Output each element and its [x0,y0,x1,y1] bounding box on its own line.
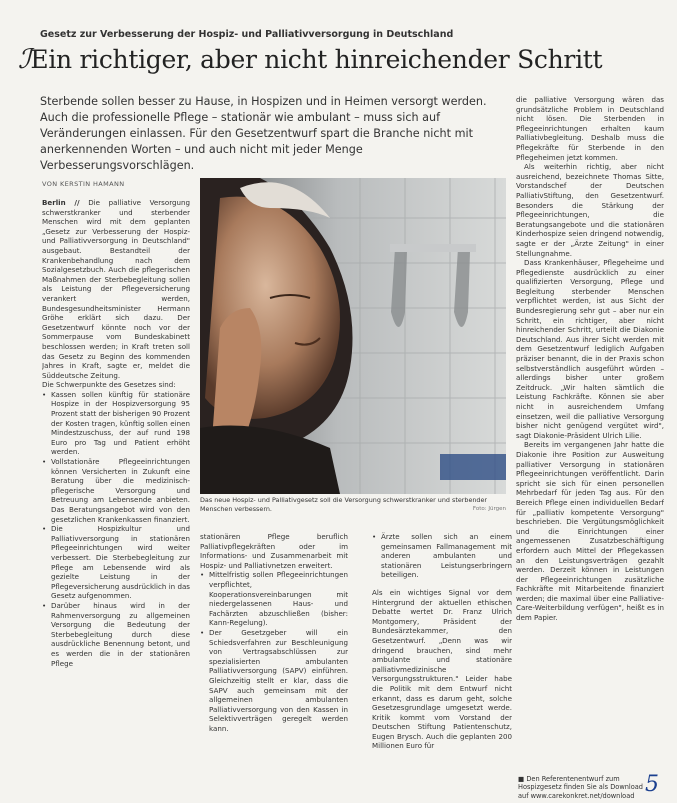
column-4-para-1: die palliative Versorgung wären das grundsätzliche Problem in Deutschland nicht lösen. Die Sterbenden in Pflegeeinrichtungen erhalten kaum Palliativbegleitung. Deshalb muss die Pflegekräfte für Sterbende in den Pflegeheimen jetzt kommen. [516,95,664,162]
infobox-text: Den Referentenentwurf zum Hospizgesetz finden Sie als Download auf www.carekonkret.net/download [518,775,643,800]
list-item: • Die Hospizkultur und Palliativversorgung in stationären Pflegeeinrichtungen wird weiter verbessert. Die Sterbebegleitung zur Pflege am Lebensende wird als gezielte Leistung in der Pflegeversicherung ausdrücklich in das Gesetz aufgenommen. [51,524,190,601]
pen-mark: ℐ [18,44,31,75]
column-4-para-2: Als weiterhin richtig, aber nicht ausreichend, bezeichnete Thomas Sitte, Vorstandschef der Deutschen PalliativStiftung, den Gesetzentwurf. Besonders die Stärkung der Pflegeeinrichtungen, die Beratungsangebote und die stationären Kinderhospize seien dringend notwendig, sagte er der „Ärzte Zeitung" in einer Stellungnahme. [516,162,664,258]
list-item: • Ärzte sollen sich an einem gemeinsamen Fallmanagement mit anderen ambulanten und stationären Leistungserbringern beteiligen. [381,532,512,580]
arrow-icon: ■ [518,775,527,783]
page-number: 5 [645,772,659,797]
elderly-man-photo [200,178,506,494]
list-item: • Der Gesetzgeber will ein Schiedsverfahren zur Beschleunigung von Vertragsabschlüssen zur spezialisierten ambulanten Palliativversorgung (SAPV) einführen. Gleichzeitig stellt er klar, dass die SAPV auch gemeinsam mit der allgemeinen ambulanten Palliativversorgung von den Kassen in Selektivverträgen geregelt werden kann. [209,628,348,734]
bullet-list-2 [200,570,348,733]
list-item: • Vollstationäre Pflegeeinrichtungen können Versicherten in Zukunft eine Beratung über die medizinisch-pflegerische Versorgung und Betreuung am Lebensende anbieten. Das Beratungsangebot wird von den gesetzlichen Krankenkassen finanziert. [51,457,190,524]
list-item: • Mittelfristig sollen Pflegeeinrichtungen verpflichtet, Kooperationsvereinbarungen mit niedergelassenen Haus- und Fachärzten abzuschließen (bisher: Kann-Regelung). [209,570,348,628]
column-3-text: Als ein wichtiges Signal vor dem Hintergrund der aktuellen ethischen Debatte wertet Dr. Franz Ulrich Montgomery, Präsident der Bundesärztekammer, den Gesetzentwurf. „Denn was wir dringend brauchen, sind mehr ambulante und stationäre palliativmedizinische Versorgungsstrukturen." Leider habe die Politik mit dem Entwurf nicht erkannt, dass es darum geht, solche Gesetzesgrundlage umgesetzt werde. Kritik kommt vom Vorstand der Deutschen Stiftung Patientenschutz, Eugen Brysch. Auch die geplanten 200 Millionen Euro für [372,587,512,751]
column-2 [200,532,348,800]
column-1-intro [42,198,190,380]
photo-credit: Foto: Jürgen [472,505,506,512]
list-item: • Darüber hinaus wird in der Rahmenversorgung zu allgemeinen Versorgung die Bedeutung der Sterbebegleitung durch diese ausdrückliche Benennung betont, und es werden die in der stationären Pflege [51,601,190,668]
photo-caption [200,496,506,513]
download-infobox [518,775,648,800]
list-heading: Die Schwerpunkte des Gesetzes sind: [42,380,176,390]
lead-text: Sterbende sollen besser zu Hause, in Hospizen und in Heimen versorgt werden. Auch die professionelle Pflege – stationär wie ambulant – muss sich auf Veränderungen einlassen. Für den Gesetzentwurf spart die Branche nicht mit anerkennenden Worten – und auch nicht mit jeder Menge Verbesserungsvorschlägen. [40,95,487,172]
article-kicker: Gesetz zur Verbesserung der Hospiz- und Palliativversorgung in Deutschland [40,29,454,40]
list-item: • Kassen sollen künftig für stationäre Hospize in der Hospizversorgung 95 Prozent statt der bisherigen 90 Prozent der Kosten tragen, künftig sollen einen Mindestzuschuss, der auf rund 198 Euro pro Tag und Patient erhöht werden. [51,390,190,457]
column-4-para-4: Bereits im vergangenen Jahr hatte die Diakonie ihre Position zur Ausweitung palliativer Versorgung in stationären Pflegeeinrichtungen veröffentlicht. Darin spricht sie sich für einen personellen Mehrbedarf für jeden Tag aus. Für den Bereich Pflege einen individuellen Bedarf für „palliativ kompetente Versorgung" beschrieben. Die Vergütungsmöglichkeit und die Einrichtungen einer angemessenen Zusatzbeschäftigung erfordern auch Mittel der Pflegekassen an den Leistungsverträgen gezahlt werden. Derzeit können in Leistungen der Pflegeeinrichtungen zusätzliche Fachkräfte mit Mitarbeitende finanziert werden; die maximal über eine Palliative-Care-Weiterbildung verfügen", heißt es in dem Papier. [516,440,664,623]
byline: VON KERSTIN HAMANN [42,180,125,188]
article-headline [18,44,602,75]
headline-text: Ein richtiger, aber nicht hinreichender Schritt [30,45,603,74]
dateline: Berlin // [42,198,80,207]
caption-text: Das neue Hospiz- und Palliativgesetz soll die Versorgung schwerstkranker und sterbender Menschen verbessern. [200,496,488,513]
column-2-text: stationären Pflege beruflich Palliativpflegekräften oder im Informations- und Zusammenarbeit mit Hospiz- und Palliativnetzen erweitert. [200,532,348,570]
article-photo [200,178,506,494]
column-1-intro-text: Die palliative Versorgung schwerstkranker und sterbender Menschen wird mit dem geplanten „Gesetz zur Verbesserung der Hospiz- und Palliativversorgung in Deutschland" ausgebaut. Bestandteil der Krankenbehandlung nach dem Sozialgesetzbuch. Auch die pflegerischen Maßnahmen der Sterbebegleitung sollen als Leistung der Pflegeversicherung verankert werden, Bundesgesundheitsminister Hermann Gröhe erklärt sich dazu. Der Gesetzentwurf könnte noch vor der Sommerpause vom Bundeskabinett beschlossen werden; in Kraft treten soll das Gesetz zu Beginn des kommenden Jahres in Kraft, sagte er, meldet die Süddeutsche Zeitung. [42,198,190,380]
bullet-list-1 [42,390,190,668]
column-3 [372,532,512,800]
bullet-list-3 [372,532,512,580]
column-4 [516,95,664,775]
article-lead [40,94,506,174]
column-4-para-3: Dass Krankenhäuser, Pflegeheime und Pflegedienste ausdrücklich zu einer qualifizierten Versorgung, Pflege und Begleitung sterbender Menschen verpflichtet werden, ist aus Sicht der Bundesregierung sehr gut – aber nur ein Schritt, ein richtiger, aber nicht hinreichender Schritt, urteilt die Diakonie Deutschland. Aus ihrer Sicht werden mit dem Gesetzentwurf lediglich Aufgaben präziser benannt, die in der Praxis schon selbstverständlich ausgeführt würden – allerdings bisher unter großem Zeitdruck. „Wir halten sämtlich die Leistung Fachkräfte. Können sie aber nicht in ausreichendem Umfang einsetzen, weil die palliative Versorgung bisher nicht genügend vergütet wird", sagt Diakonie-Präsident Ulrich Lilie. [516,258,664,440]
column-1 [42,198,190,798]
